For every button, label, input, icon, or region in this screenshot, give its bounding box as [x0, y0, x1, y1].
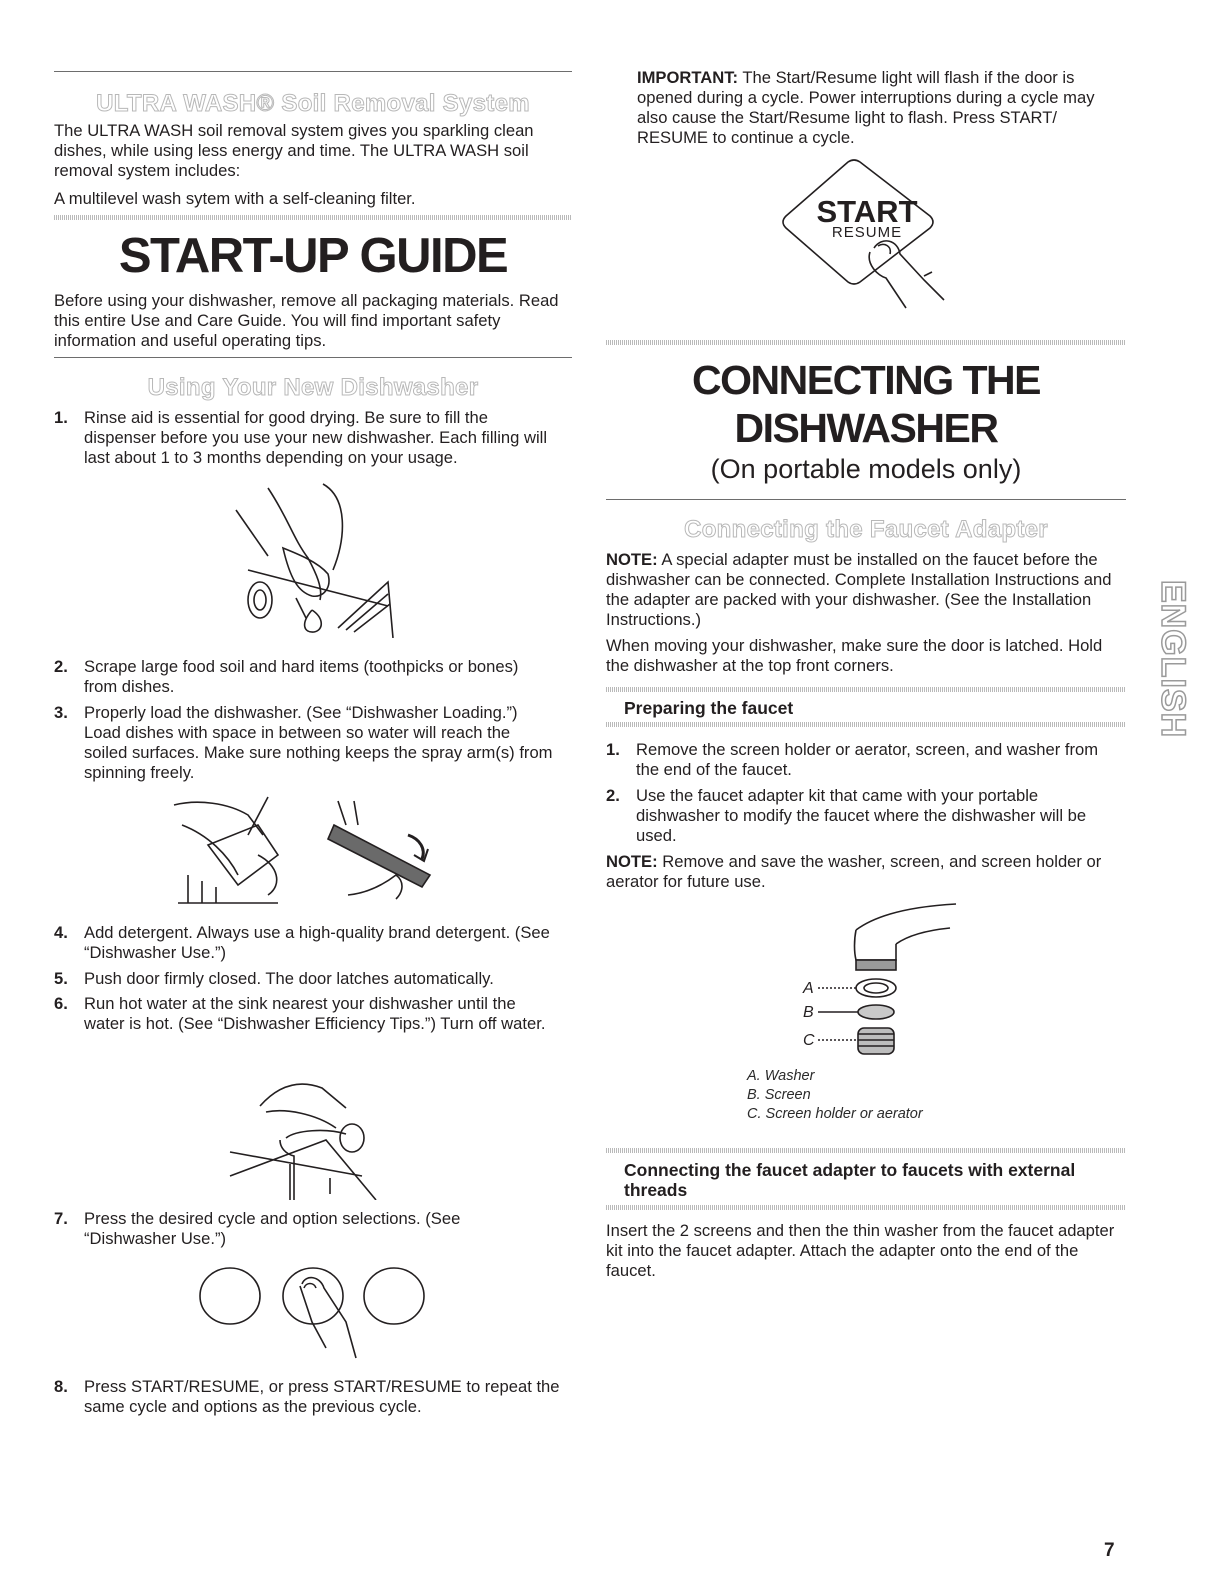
hatch-divider	[606, 340, 1126, 345]
step-number: 5.	[54, 969, 68, 988]
step-item	[54, 969, 554, 989]
step-item	[54, 408, 554, 468]
step-number: 7.	[54, 1209, 68, 1228]
note-text: Remove and save the washer, screen, and screen holder or aerator for future use.	[606, 852, 1102, 891]
step-text: Press the desired cycle and option selections. (See “Dishwasher Use.”)	[84, 1209, 461, 1248]
startup-guide-heading: START-UP GUIDE	[118, 229, 508, 283]
important-text: The Start/Resume light will flash if the door is opened during a cycle. Power interruptions during a cycle may also cause the Start/Resume light to flash. Press START/ RESUME to continue a cycle.	[637, 68, 1095, 147]
faucet-parts-diagram	[800, 900, 970, 1065]
step-text: Push door firmly closed. The door latches automatically.	[84, 969, 494, 988]
step-number: 2.	[606, 786, 620, 805]
connecting-subtitle: (On portable models only)	[710, 454, 1022, 484]
start-label: START	[816, 194, 918, 229]
step-text: Rinse aid is essential for good drying. Be sure to fill the dispenser before you use your new dishwasher. Each filling will last about 1 to 3 months depending on your usage.	[84, 408, 548, 467]
prep-step-item	[606, 740, 1116, 780]
step-item	[54, 703, 554, 783]
note-text: A special adapter must be installed on the faucet before the dishwasher can be connected. Complete Installation Instructions and the adapter are packed with your dishwasher. (See the Installation Instructions.)	[606, 550, 1112, 629]
hatch-divider	[606, 722, 1126, 727]
step-text: Scrape large food soil and hard items (toothpicks or bones) from dishes.	[84, 657, 519, 696]
step-text: Run hot water at the sink nearest your dishwasher until the water is hot. (See “Dishwasher Efficiency Tips.”) Turn off water.	[84, 994, 546, 1033]
faucet-adapter-heading: Connecting the Faucet Adapter	[684, 516, 1048, 543]
step-number: 1.	[606, 740, 620, 759]
sink-faucet-illustration	[226, 1068, 386, 1200]
step-item	[54, 1209, 554, 1249]
note-label: NOTE:	[606, 550, 658, 569]
hatch-divider	[606, 687, 1126, 692]
step-item	[54, 1377, 564, 1417]
step-number: 3.	[54, 703, 68, 722]
preparing-faucet-heading: Preparing the faucet	[624, 698, 794, 718]
page-number: 7	[1104, 1540, 1115, 1561]
connecting-heading-line1: CONNECTING THE	[692, 357, 1040, 403]
step-number: 6.	[54, 994, 68, 1013]
important-note	[637, 68, 1127, 148]
rinse-aid-illustration	[228, 478, 398, 638]
moving-paragraph: When moving your dishwasher, make sure the door is latched. Hold the dishwasher at the top front corners.	[606, 636, 1103, 675]
loading-dishes-illustration	[168, 795, 458, 910]
ultra-wash-heading: ULTRA WASH® Soil Removal System	[96, 90, 530, 117]
label-b: B	[803, 1004, 814, 1021]
step-text: Remove the screen holder or aerator, screen, and washer from the end of the faucet.	[636, 740, 1099, 779]
start-resume-illustration	[774, 158, 970, 318]
hatch-divider	[606, 1148, 1126, 1153]
hatch-divider	[54, 215, 572, 220]
external-threads-heading: Connecting the faucet adapter to faucets with external threads	[624, 1160, 1076, 1200]
step-text: Press START/RESUME, or press START/RESUME to repeat the same cycle and options as the previous cycle.	[84, 1377, 560, 1416]
external-threads-paragraph: Insert the 2 screens and then the thin washer from the faucet adapter kit into the faucet adapter. Attach the adapter onto the end of the faucet.	[606, 1221, 1115, 1280]
startup-paragraph: Before using your dishwasher, remove all packaging materials. Read this entire Use and Care Guide. You will find important safety information and useful operating tips.	[54, 291, 559, 350]
caption-washer: A. Washer	[747, 1068, 815, 1084]
step-text: Use the faucet adapter kit that came with your portable dishwasher to modify the faucet where the dishwasher will be used.	[636, 786, 1087, 845]
rule-using	[54, 357, 572, 358]
step-item	[54, 994, 554, 1034]
connecting-heading-line2: DISHWASHER	[734, 405, 998, 451]
rule-faucet	[606, 499, 1126, 500]
using-dishwasher-heading: Using Your New Dishwasher	[147, 374, 479, 401]
note-adapter	[606, 550, 1126, 630]
step-item	[54, 923, 554, 963]
step-number: 4.	[54, 923, 68, 942]
prep-step-item	[606, 786, 1116, 846]
ultra-wash-includes: A multilevel wash sytem with a self-cleaning filter.	[54, 189, 416, 208]
top-rule-left	[54, 71, 572, 72]
resume-label: RESUME	[831, 224, 903, 241]
step-number: 8.	[54, 1377, 68, 1396]
important-label: IMPORTANT:	[637, 68, 739, 87]
label-a: A	[803, 980, 814, 997]
ultra-wash-paragraph: The ULTRA WASH soil removal system gives you sparkling clean dishes, while using less energy and time. The ULTRA WASH soil removal system includes:	[54, 121, 534, 180]
caption-aerator: C. Screen holder or aerator	[747, 1106, 923, 1122]
step-number: 2.	[54, 657, 68, 676]
step-number: 1.	[54, 408, 68, 427]
note-save-parts	[606, 852, 1126, 892]
option-buttons-illustration	[196, 1262, 428, 1362]
language-side-tab: ENGLISH	[1154, 580, 1192, 739]
step-text: Properly load the dishwasher. (See “Dishwasher Loading.”) Load dishes with space in between so water will reach the soiled surfaces. Make sure nothing keeps the spray arm(s) from spinning freely.	[84, 703, 553, 782]
hatch-divider	[606, 1205, 1126, 1210]
label-c: C	[803, 1032, 815, 1049]
caption-screen: B. Screen	[747, 1087, 811, 1103]
note-label: NOTE:	[606, 852, 658, 871]
step-text: Add detergent. Always use a high-quality brand detergent. (See “Dishwasher Use.”)	[84, 923, 550, 962]
step-item	[54, 657, 554, 697]
